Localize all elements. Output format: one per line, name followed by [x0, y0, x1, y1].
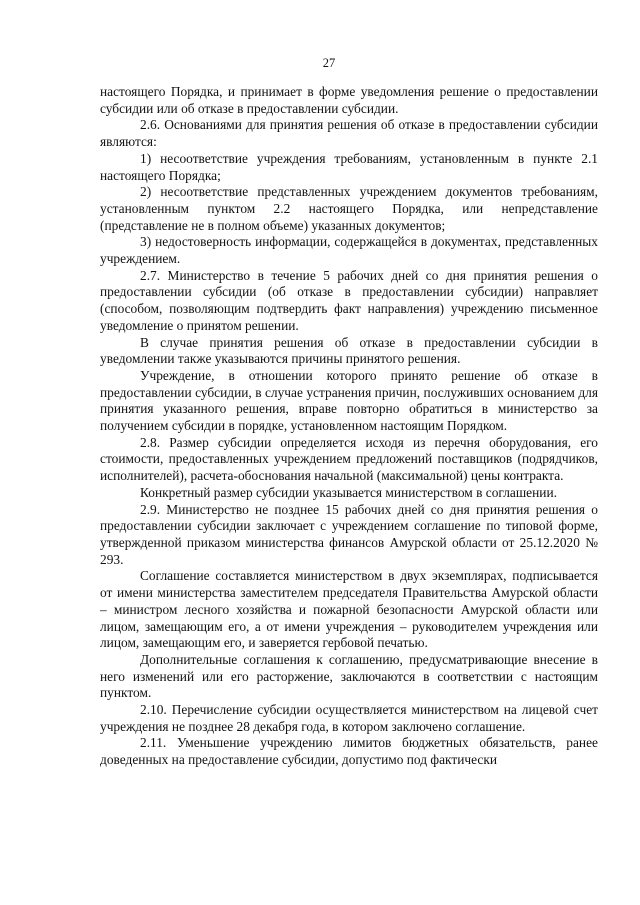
paragraph: 2.7. Министерство в течение 5 рабочих дней со дня принятия решения о предоставлении субсидии (об отказе в предоставлении субсидии) направляет (способом, позволяющим подтвердить факт направления) учреждению письменное уведомление о принятом решении. — [100, 267, 598, 333]
paragraph: Конкретный размер субсидии указывается министерством в соглашении. — [140, 484, 557, 500]
paragraph: 2.9. Министерство не позднее 15 рабочих дней со дня принятия решения о предоставлении субсидии заключает с учреждением соглашение по типовой форме, утвержденной приказом министерства финансов Амурской области от 25.12.2020 № 293. — [100, 501, 598, 567]
paragraph: 2.10. Перечисление субсидии осуществляется министерством на лицевой счет учреждения не позднее 28 декабря года, в котором заключено соглашение. — [100, 702, 598, 734]
paragraph: 2) несоответствие представленных учреждением документов требованиям, установленным пунктом 2.2 настоящего Порядка, или непредставление (представление не в полном объеме) указанных документов; — [100, 184, 598, 233]
paragraph: В случае принятия решения об отказе в предоставлении субсидии в уведомлении также указываются причины принятого решения. — [100, 334, 598, 367]
paragraph: Соглашение составляется министерством в двух экземплярах, подписывается от имени министерства заместителем председателя Правительства Амурской области – министром лесного хозяйства и пожарной безопасности Амурской области или лицом, замещающим его, а от имени учреждения – руководителем учреждения или лицом, замещающим его, и заверяется гербовой печатью. — [100, 568, 598, 651]
paragraph: Учреждение, в отношении которого принято решение об отказе в предоставлении субсидии, в случае устранения причин, послуживших основанием для принятия указанного решения, вправе повторно обратиться в министерство за получением субсидии в порядке, установленном настоящим Порядком. — [100, 367, 598, 434]
paragraph: 2.6. Основаниями для принятия решения об отказе в предоставлении субсидии являются: — [100, 117, 598, 150]
paragraph: настоящего Порядка, и принимает в форме уведомления решение о предоставлении субсидии или об отказе в предоставлении субсидии. — [100, 84, 598, 116]
paragraph: Дополнительные соглашения к соглашению, предусматривающие внесение в него изменений или его расторжение, заключаются в соответствии с настоящим пунктом. — [100, 651, 598, 701]
paragraph: 3) недостоверность информации, содержащейся в документах, представленных учреждением. — [100, 234, 598, 267]
paragraph: 1) несоответствие учреждения требованиям, установленным в пункте 2.1 настоящего Порядка; — [100, 150, 598, 183]
paragraph: 2.11. Уменьшение учреждению лимитов бюджетных обязательств, ранее доведенных на предоставление субсидии, допустимо под фактически — [100, 735, 598, 768]
page-number: 27 — [322, 56, 336, 70]
paragraph: 2.8. Размер субсидии определяется исходя из перечня оборудования, его стоимости, предоставленных учреждением предложений поставщиков (подрядчиков, исполнителей), расчета-обоснования начальной (максимальной) цены контракта. — [100, 434, 598, 484]
